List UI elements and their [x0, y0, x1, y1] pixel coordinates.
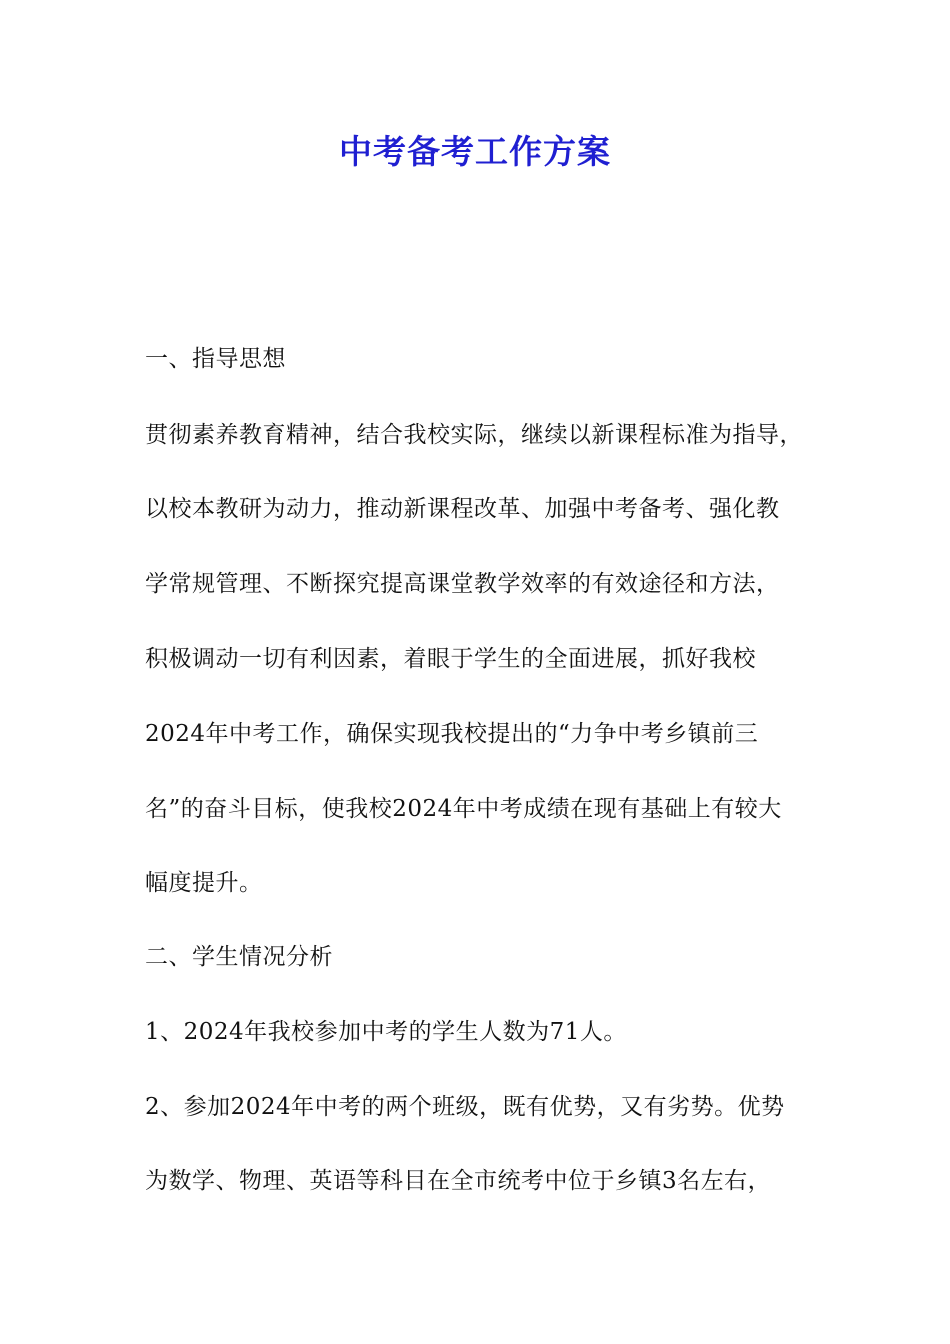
- paragraph-line: 积极调动一切有利因素，着眼于学生的全面进展，抓好我校: [145, 646, 756, 672]
- paragraph-line: 学常规管理、不断探究提高课堂教学效率的有效途径和方法，: [145, 571, 780, 597]
- section-heading-student-analysis: 二、学生情况分析: [145, 944, 333, 970]
- paragraph-line: 名”的奋斗目标，使我校2024年中考成绩在现有基础上有较大: [145, 796, 782, 822]
- paragraph-line: 2024年中考工作，确保实现我校提出的“力争中考乡镇前三: [145, 721, 759, 747]
- paragraph-line: 以校本教研为动力，推动新课程改革、加强中考备考、强化教: [145, 496, 780, 522]
- paragraph-line: 贯彻素养教育精神，结合我校实际，继续以新课程标准为指导，: [145, 422, 803, 448]
- section-heading-guiding-thought: 一、指导思想: [145, 346, 286, 372]
- paragraph-line: 为数学、物理、英语等科目在全市统考中位于乡镇3名左右，: [145, 1168, 772, 1194]
- paragraph-line: 幅度提升。: [145, 870, 263, 896]
- document-title: 中考备考工作方案: [339, 132, 611, 171]
- paragraph-line: 1、2024年我校参加中考的学生人数为71人。: [145, 1019, 627, 1045]
- paragraph-line: 2、参加2024年中考的两个班级，既有优势，又有劣势。优势: [145, 1094, 785, 1120]
